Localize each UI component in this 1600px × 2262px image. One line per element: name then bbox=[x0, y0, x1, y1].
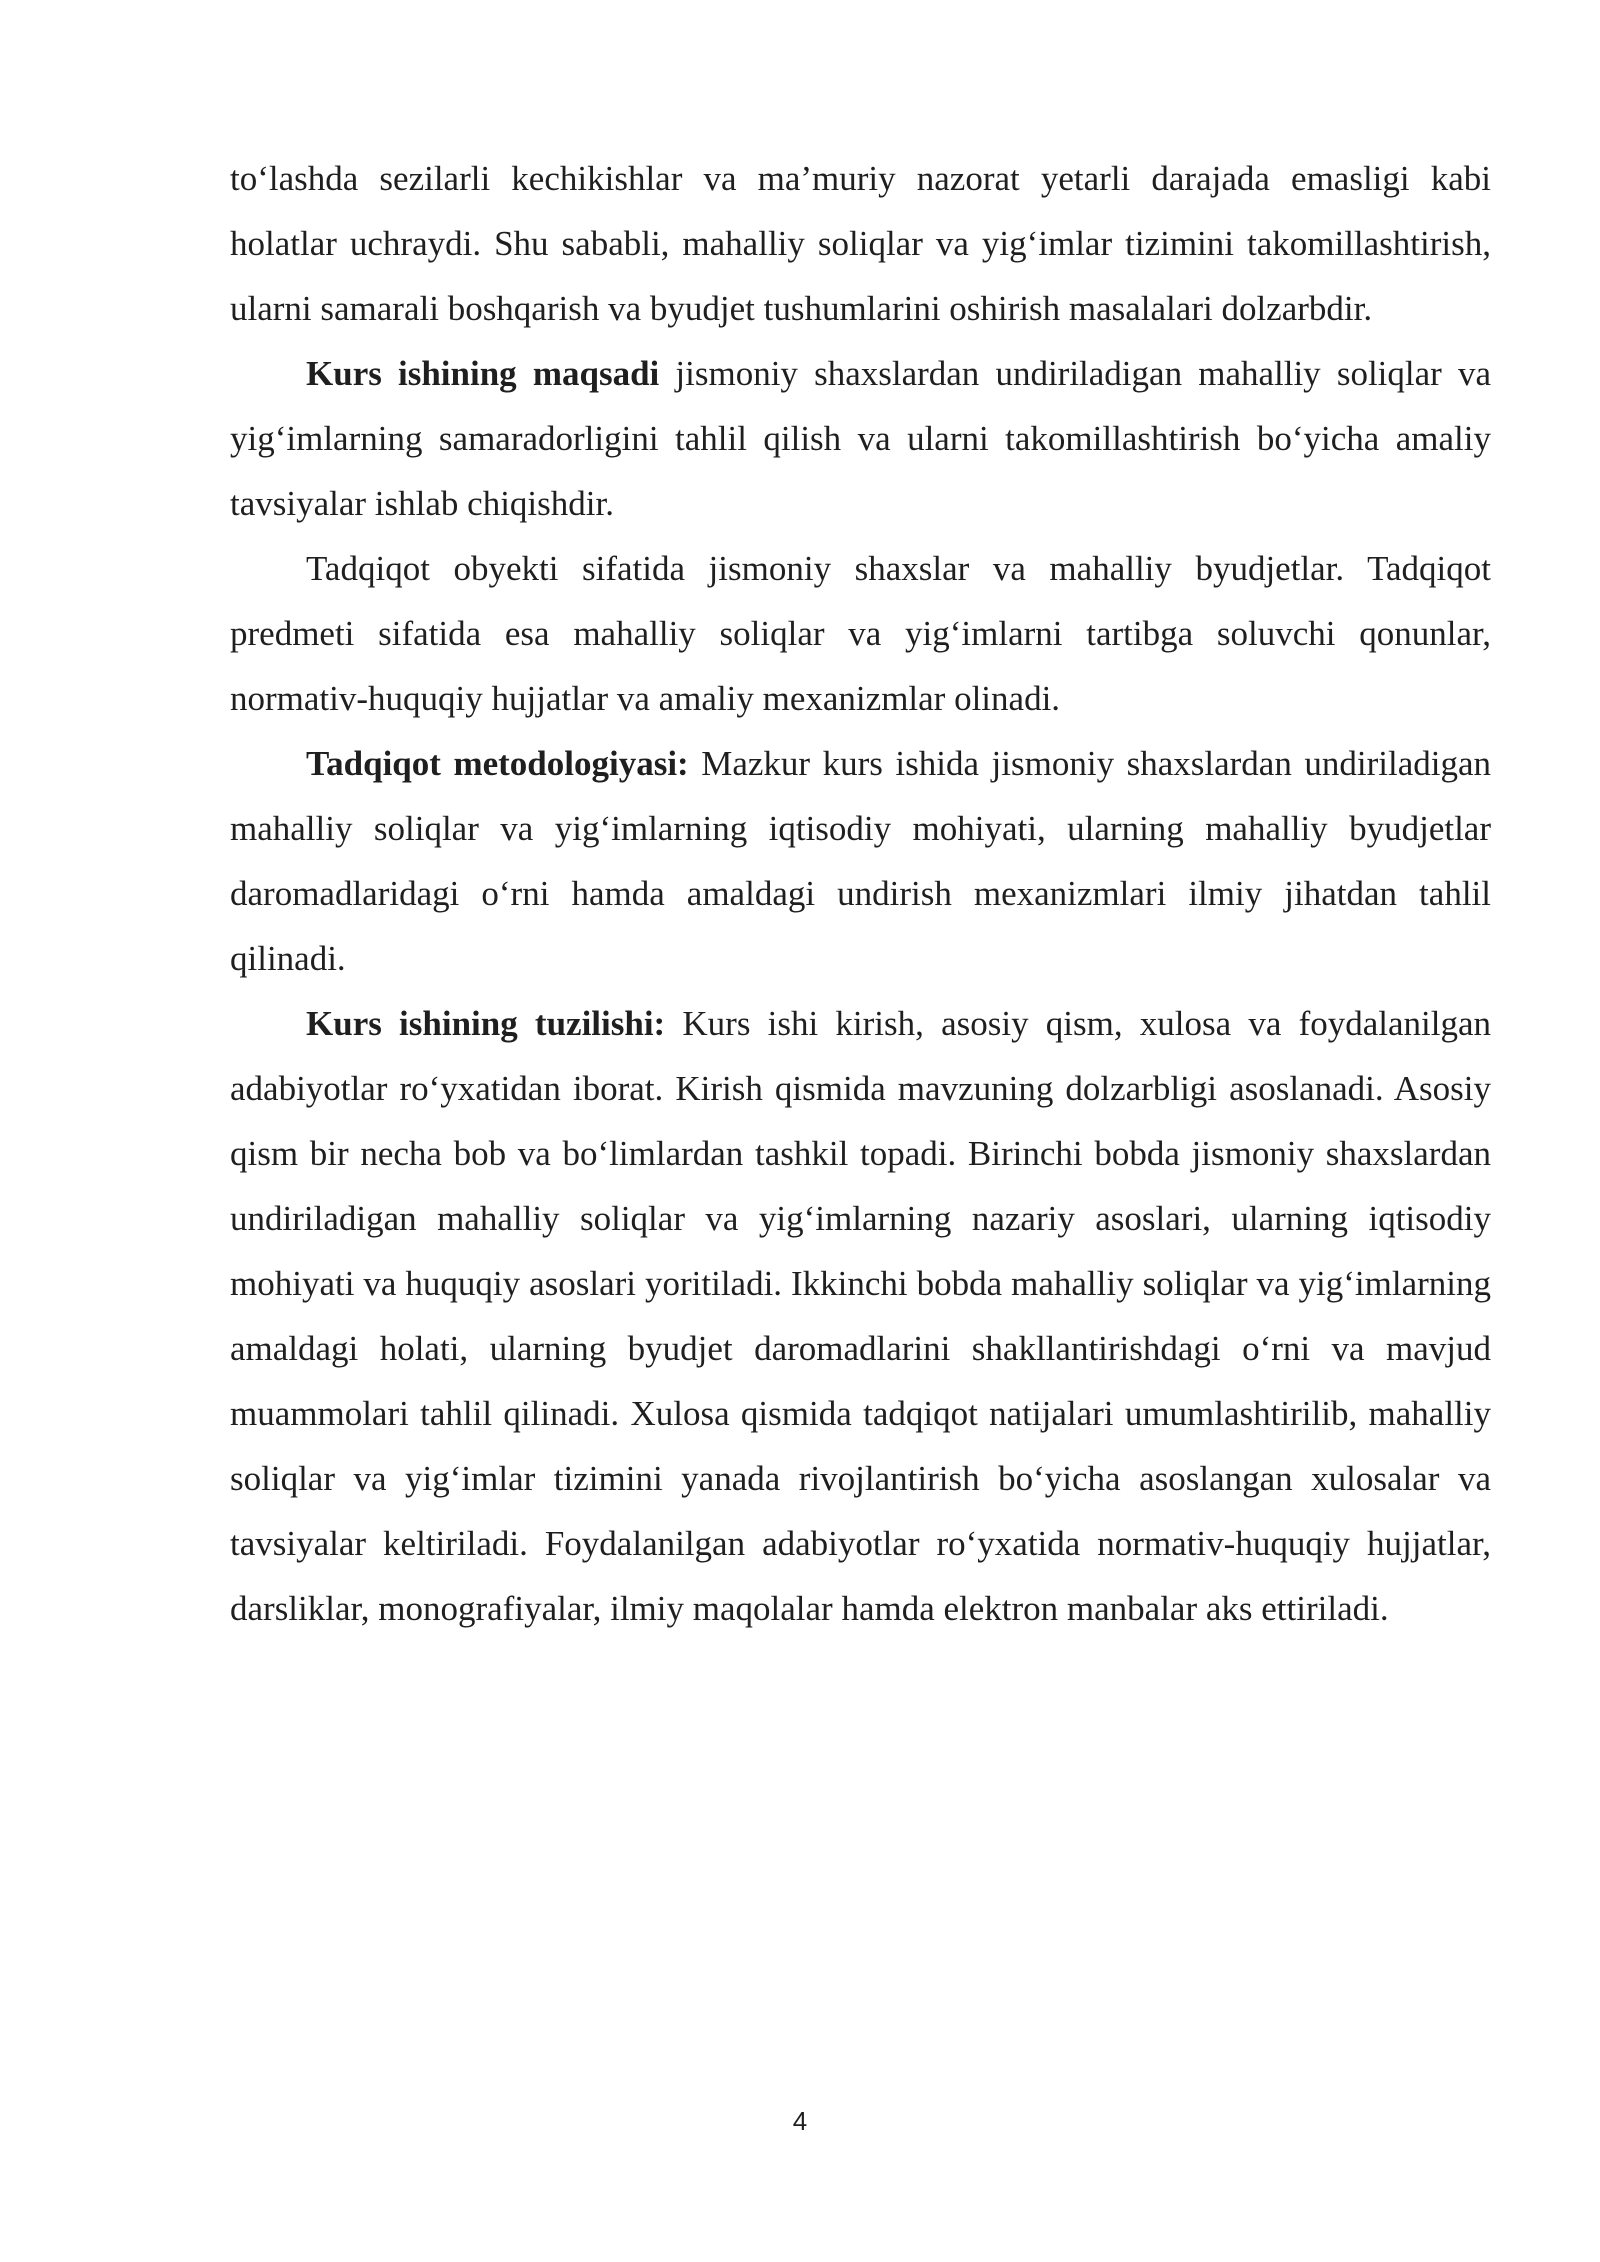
page-number: 4 bbox=[792, 2106, 808, 2136]
paragraph-text: to‘lashda sezilarli kechikishlar va ma’muriy nazorat yetarli darajada emasligi kabi holatlar uchraydi. Shu sababli, mahalliy soliqlar va yig‘imlar tizimini takomillashtirish, ularni samarali boshqarish va byudjet tushumlarini oshirish masalalari dolzarbdir. bbox=[230, 159, 1491, 328]
paragraph-object bbox=[230, 536, 1491, 731]
body-text bbox=[230, 146, 1491, 1641]
paragraph-goal bbox=[230, 341, 1491, 536]
paragraph-structure bbox=[230, 991, 1491, 1641]
paragraph-text: jismoniy shaxslardan undiriladigan mahalliy soliqlar va yig‘imlarning samaradorligini tahlil qilish va ularni takomillashtirish bo‘yicha amaliy tavsiyalar ishlab chiqishdir. bbox=[230, 354, 1491, 523]
paragraph-continuation bbox=[230, 146, 1491, 341]
paragraph-methodology bbox=[230, 731, 1491, 991]
paragraph-lead: Kurs ishining tuzilishi: bbox=[306, 1004, 666, 1043]
paragraph-lead: Tadqiqot metodologiyasi: bbox=[306, 744, 689, 783]
paragraph-text: Mazkur kurs ishida jismoniy shaxslardan undiriladigan mahalliy soliqlar va yig‘imlarning iqtisodiy mohiyati, ularning mahalliy byudjetlar daromadlaridagi o‘rni hamda amaldagi undirish mexanizmlari ilmiy jihatdan tahlil qilinadi. bbox=[230, 744, 1491, 978]
paragraph-text: Kurs ishi kirish, asosiy qism, xulosa va foydalanilgan adabiyotlar ro‘yxatidan iborat. Kirish qismida mavzuning dolzarbligi asoslanadi. Asosiy qism bir necha bob va bo‘limlardan tashkil topadi. Birinchi bobda jismoniy shaxslardan undiriladigan mahalliy soliqlar va yig‘imlarning nazariy asoslari, ularning iqtisodiy mohiyati va huquqiy asoslari yoritiladi. Ikkinchi bobda mahalliy soliqlar va yig‘imlarning amaldagi holati, ularning byudjet daromadlarini shakllantirishdagi o‘rni va mavjud muammolari tahlil qilinadi. Xulosa qismida tadqiqot natijalari umumlashtirilib, mahalliy soliqlar va yig‘imlar tizimini yanada rivojlantirish bo‘yicha asoslangan xulosalar va tavsiyalar keltiriladi. Foydalanilgan adabiyotlar ro‘yxatida normativ-huquqiy hujjatlar, darsliklar, monografiyalar, ilmiy maqolalar hamda elektron manbalar aks ettiriladi. bbox=[230, 1004, 1492, 1628]
paragraph-lead: Kurs ishining maqsadi bbox=[306, 354, 660, 393]
paragraph-text: Tadqiqot obyekti sifatida jismoniy shaxslar va mahalliy byudjetlar. Tadqiqot predmeti sifatida esa mahalliy soliqlar va yig‘imlarni tartibga soluvchi qonunlar, normativ-huquqiy hujjatlar va amaliy mexanizmlar olinadi. bbox=[230, 549, 1491, 718]
